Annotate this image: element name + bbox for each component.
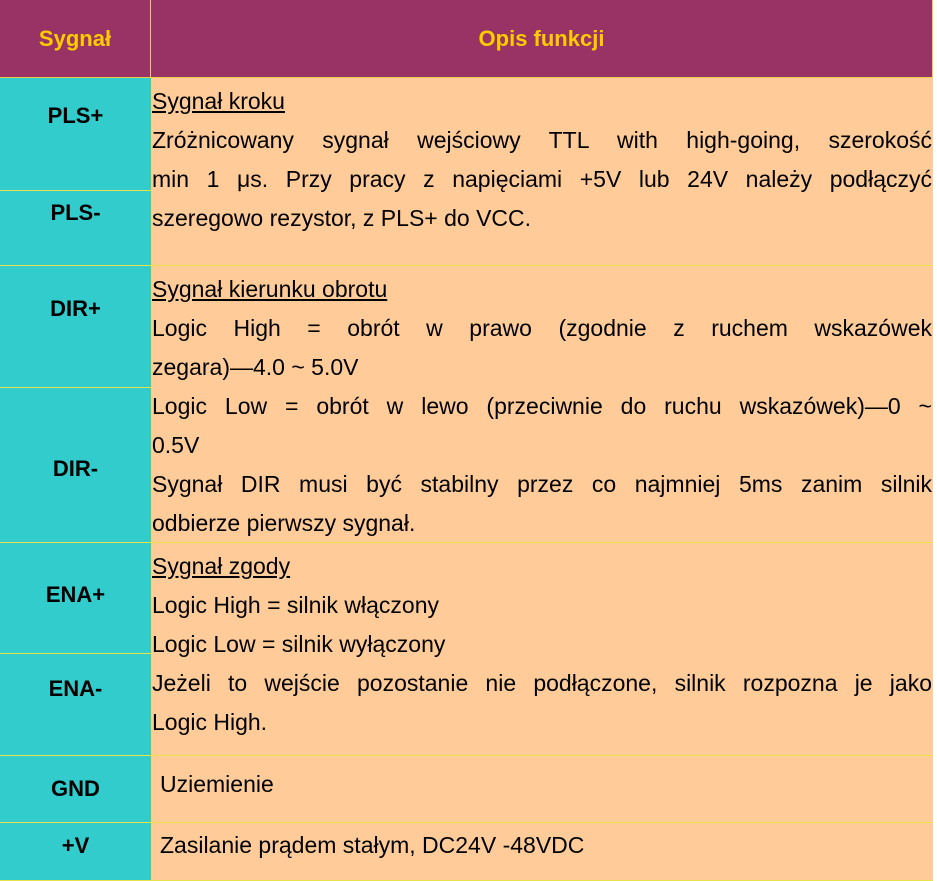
direction-signal-line-3: Logic Low = obrót w lewo (przeciwnie do ruchu wskazówek)—0 ~ bbox=[152, 393, 932, 419]
signal-plus-v: +V bbox=[0, 823, 151, 881]
signal-dir-minus: DIR- bbox=[0, 388, 151, 543]
step-signal-title: Sygnał kroku bbox=[152, 88, 285, 114]
description-enable-signal bbox=[151, 543, 933, 756]
direction-signal-line-5: Sygnał DIR musi być stabilny przez co najmniej 5ms zanim silnik bbox=[152, 471, 932, 497]
signal-pls-minus: PLS- bbox=[0, 191, 151, 266]
step-signal-line-3: szeregowo rezystor, z PLS+ do VCC. bbox=[152, 205, 532, 231]
enable-signal-line-4: Logic High. bbox=[152, 709, 268, 735]
description-direction-signal bbox=[151, 266, 933, 543]
enable-signal-title: Sygnał zgody bbox=[152, 553, 291, 579]
step-signal-line-2: min 1 μs. Przy pracy z napięciami +5V lub 24V należy podłączyć bbox=[152, 166, 932, 192]
direction-signal-line-6: odbierze pierwszy sygnał. bbox=[152, 510, 416, 536]
direction-signal-line-2: zegara)—4.0 ~ 5.0V bbox=[152, 354, 359, 380]
direction-signal-title: Sygnał kierunku obrotu bbox=[152, 276, 388, 302]
enable-signal-line-1: Logic High = silnik włączony bbox=[152, 592, 439, 618]
description-step-signal bbox=[151, 78, 933, 266]
signal-ena-plus: ENA+ bbox=[0, 543, 151, 654]
enable-signal-line-2: Logic Low = silnik wyłączony bbox=[152, 631, 446, 657]
header-description: Opis funkcji bbox=[151, 0, 933, 78]
ground-text: Uziemienie bbox=[160, 771, 274, 797]
enable-signal-line-3: Jeżeli to wejście pozostanie nie podłączone, silnik rozpozna je jako bbox=[152, 670, 932, 696]
signal-dir-plus: DIR+ bbox=[0, 266, 151, 388]
direction-signal-line-1: Logic High = obrót w prawo (zgodnie z ruchem wskazówek bbox=[152, 315, 932, 341]
signal-ena-minus: ENA- bbox=[0, 654, 151, 756]
signal-pls-plus: PLS+ bbox=[0, 78, 151, 191]
step-signal-line-1: Zróżnicowany sygnał wejściowy TTL with high-going, szerokość bbox=[152, 127, 932, 153]
header-signal: Sygnał bbox=[0, 0, 151, 78]
table-right-border bbox=[933, 0, 937, 881]
power-supply-text: Zasilanie prądem stałym, DC24V -48VDC bbox=[160, 832, 585, 858]
signal-gnd: GND bbox=[0, 756, 151, 823]
description-ground bbox=[151, 756, 933, 823]
direction-signal-line-4: 0.5V bbox=[152, 432, 200, 458]
description-power-supply bbox=[151, 823, 933, 881]
